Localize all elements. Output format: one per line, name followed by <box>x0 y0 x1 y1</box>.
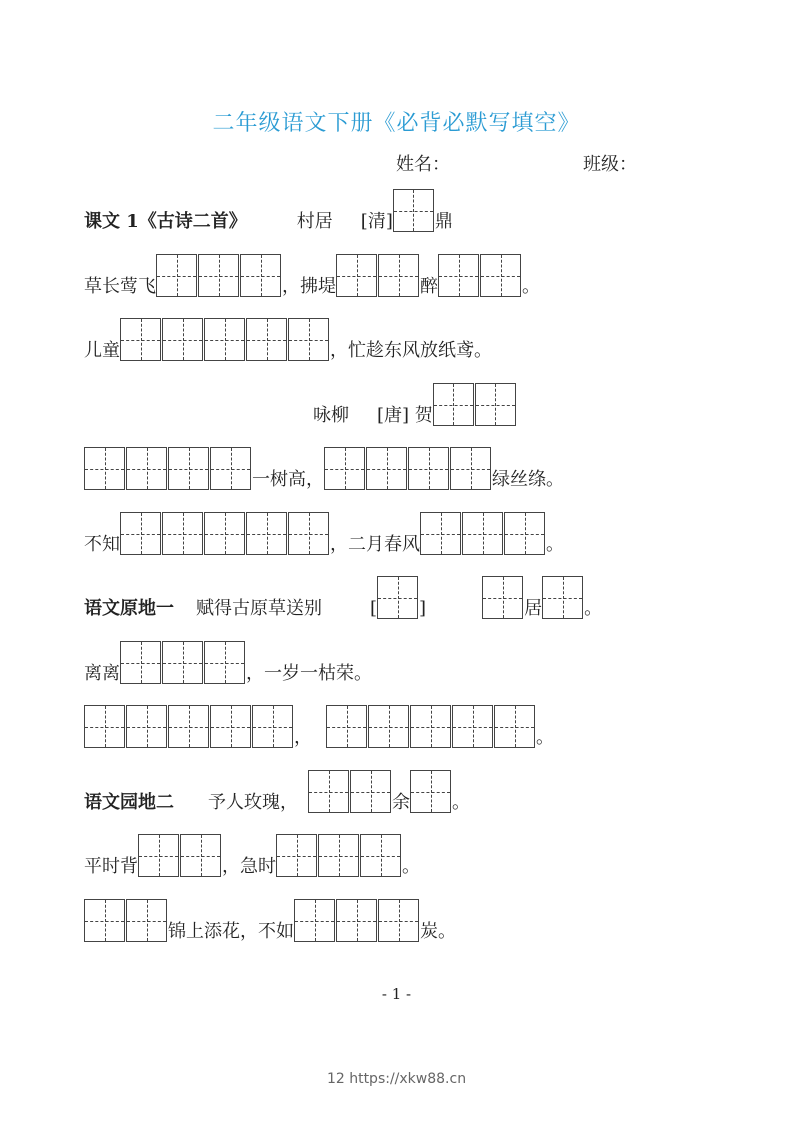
poem-line-row <box>84 638 372 684</box>
line-text: 一树高， <box>252 469 324 490</box>
line-text: 草长莺飞 <box>84 276 156 297</box>
poem-title: 咏柳 <box>313 405 349 426</box>
line-text: ， <box>294 727 312 748</box>
line-text: 予人玫瑰， <box>208 792 298 813</box>
section3-header-row <box>84 767 470 813</box>
blank-5[interactable] <box>120 512 330 555</box>
blank-5[interactable] <box>120 318 330 361</box>
poem-line-row <box>84 702 554 748</box>
blank-5[interactable] <box>84 705 294 748</box>
line-text: 绿丝绦。 <box>492 469 564 490</box>
poem-line-row <box>84 251 540 297</box>
line-text: ，急时 <box>222 856 276 877</box>
blank-3[interactable] <box>120 641 246 684</box>
lesson1-header-row <box>84 186 453 232</box>
line-text: 居 <box>524 598 543 619</box>
dynasty-bracket-right: ] <box>419 598 427 619</box>
line-text: ，拂堤 <box>282 276 336 297</box>
dynasty-blank[interactable] <box>377 576 419 619</box>
page-title: 二年级语文下册《必背必默写填空》 <box>212 111 581 136</box>
blank-4[interactable] <box>84 447 252 490</box>
saying-line-row <box>84 896 456 942</box>
line-text: 余 <box>392 792 410 813</box>
blank-2[interactable] <box>438 254 522 297</box>
line-text: ，一岁一枯荣。 <box>246 663 372 684</box>
poem-title: 赋得古原草送别 <box>196 598 322 619</box>
poem-line-row <box>84 444 564 490</box>
line-text: 炭。 <box>420 921 456 942</box>
blank-4[interactable] <box>324 447 492 490</box>
line-text: ，忙趁东风放纸鸢。 <box>330 340 492 361</box>
line-text: 锦上添花，不如 <box>168 921 294 942</box>
line-text: 。 <box>402 856 420 877</box>
blank-3[interactable] <box>276 834 402 877</box>
poem-line-row <box>84 509 564 555</box>
blank-3[interactable] <box>420 512 546 555</box>
class-label: 班级： <box>583 154 637 175</box>
section-heading: 语文原地一 <box>84 598 174 619</box>
author-blank-1[interactable] <box>482 576 524 619</box>
author-tail: 鼎 <box>434 211 453 232</box>
blank-1[interactable] <box>410 770 452 813</box>
poem-title: 村居 <box>296 211 333 232</box>
line-text: ，二月春风 <box>330 534 420 555</box>
name-label: 姓名： <box>396 154 450 175</box>
line-text: 醉 <box>420 276 438 297</box>
blank-2[interactable] <box>138 834 222 877</box>
author-blank[interactable] <box>433 383 517 426</box>
line-text: 离离 <box>84 663 120 684</box>
blank-5[interactable] <box>326 705 536 748</box>
line-text: 。 <box>452 792 470 813</box>
line-text: 。 <box>522 276 540 297</box>
saying-line-row <box>84 831 420 877</box>
poem-title-row <box>313 380 517 426</box>
section-heading: 语文园地二 <box>84 792 174 813</box>
page-number: - 1 - <box>381 985 412 1003</box>
line-text: 平时背 <box>84 856 138 877</box>
blank-2[interactable] <box>308 770 392 813</box>
dynasty: [清] <box>360 211 393 232</box>
blank-3[interactable] <box>294 899 420 942</box>
author-blank[interactable] <box>393 189 435 232</box>
line-text: 。 <box>546 534 564 555</box>
line-text: 儿童 <box>84 340 120 361</box>
footer-watermark: 12 https://xkw88.cn <box>326 1071 467 1087</box>
dynasty-bracket-left: [ <box>370 598 378 619</box>
blank-2[interactable] <box>336 254 420 297</box>
blank-3[interactable] <box>156 254 282 297</box>
poem-line-row <box>84 315 492 361</box>
line-text: 。 <box>584 598 603 619</box>
dynasty: [唐] 贺 <box>377 405 433 426</box>
line-text: 。 <box>536 727 554 748</box>
blank-2[interactable] <box>84 899 168 942</box>
section2-header-row <box>84 573 602 619</box>
section-heading: 课文 1《古诗二首》 <box>84 211 247 232</box>
line-text: 不知 <box>84 534 120 555</box>
author-blank-2[interactable] <box>542 576 584 619</box>
